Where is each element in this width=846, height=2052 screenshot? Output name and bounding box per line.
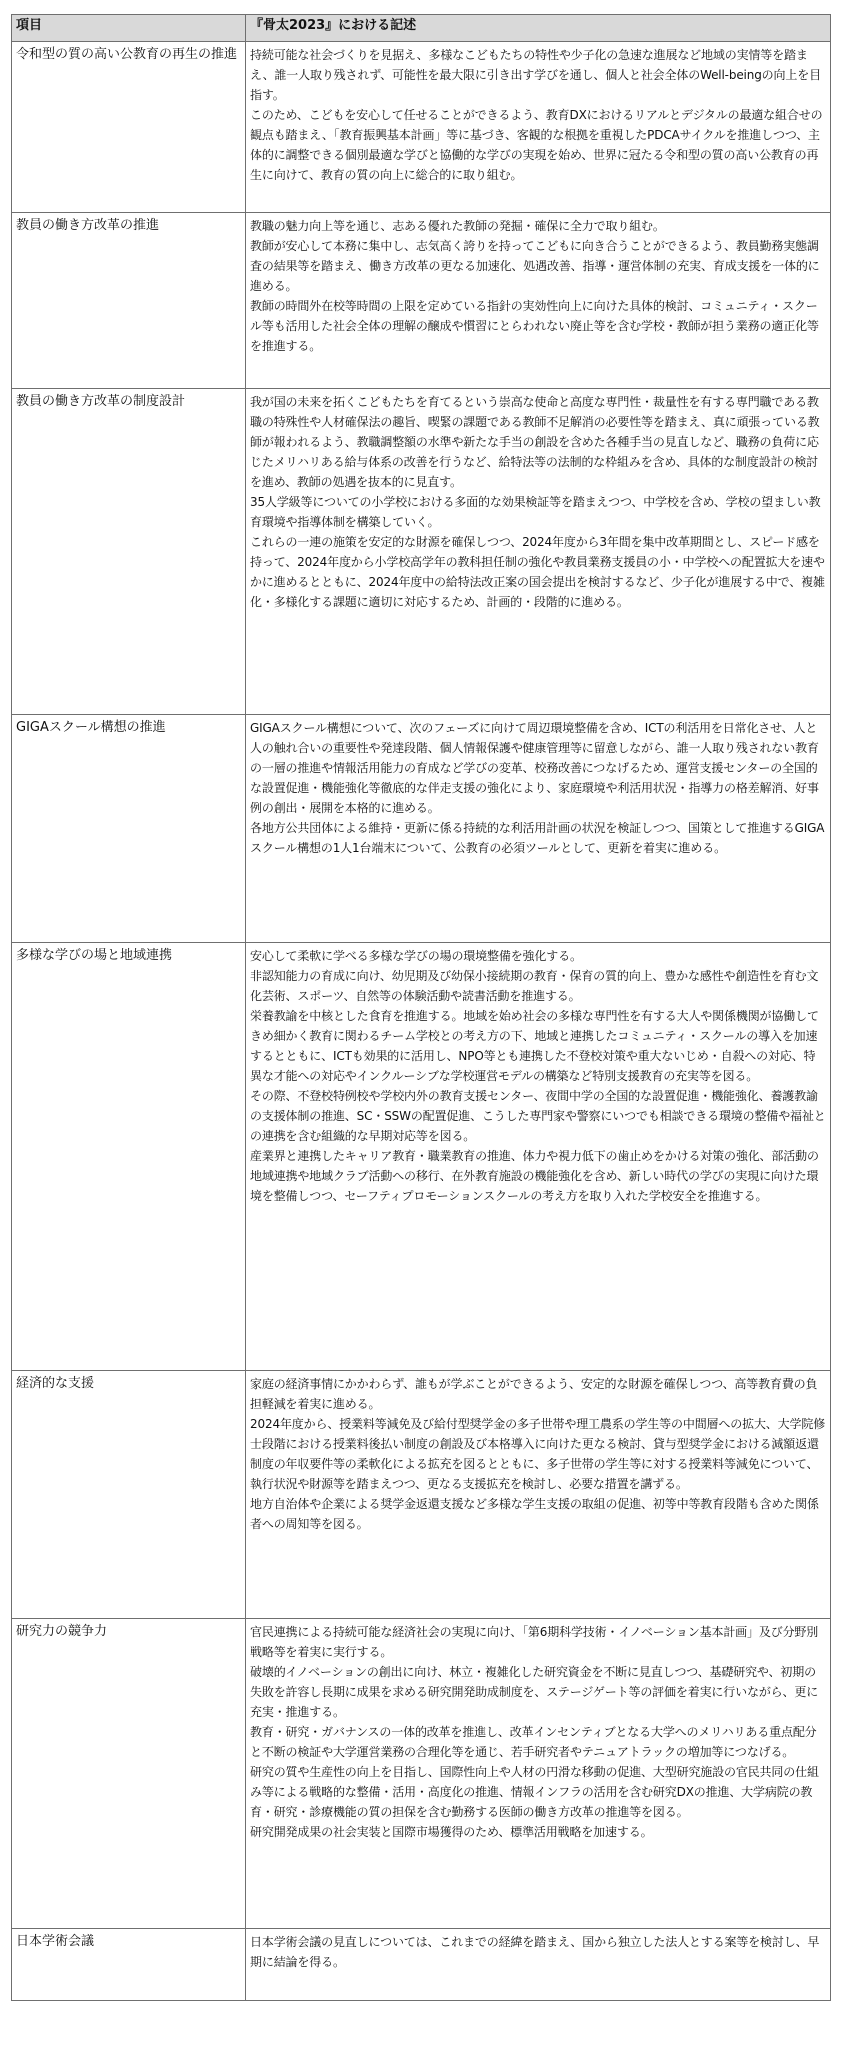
description-paragraph: 家庭の経済事情にかかわらず、誰もが学ぶことができるよう、安定的な財源を確保しつつ、高等教育費の負担軽減を着実に進める。 [250,1377,818,1411]
description-paragraph: 地方自治体や企業による奨学金返還支援など多様な学生支援の取組の促進、初等中等教育段階も含めた関係者への周知等を図る。 [250,1497,819,1531]
table-row [12,1929,831,2001]
description-paragraph: これらの一連の施策を安定的な財源を確保しつつ、2024年度から3年間を集中改革期間とし、スピード感を持って、2024年度から小学校高学年の教科担任制の強化や教員業務支援員の小・中学校への配置拡大を速やかに進めるとともに、2024年度中の給特法改正案の国会提出を検討するなど、少子化が進展する中で、複雑化・多様化する課題に適切に対応するため、計画的・段階的に進める。 [250,535,825,609]
description-paragraph: 教職の魅力向上等を通じ、志ある優れた教師の発掘・確保に全力で取り組む。 [250,219,665,233]
row-description [246,42,831,213]
table-row [12,42,831,213]
row-topic: 教員の働き方改革の推進 [12,213,246,389]
description-paragraph: 安心して柔軟に学べる多様な学びの場の環境整備を強化する。 [250,949,582,963]
description-paragraph: 破壊的イノベーションの創出に向け、林立・複雑化した研究資金を不断に見直しつつ、基礎研究や、初期の失敗を許容し長期に成果を求める研究開発助成制度を、ステージゲート等の評価を着実に行いながら、更に充実・推進する。 [250,1665,819,1719]
row-topic: 多様な学びの場と地域連携 [12,943,246,1371]
table-row [12,1619,831,1929]
description-paragraph: 非認知能力の育成に向け、幼児期及び幼保小接続期の教育・保育の質的向上、豊かな感性や創造性を育む文化芸術、スポーツ、自然等の体験活動や読書活動を推進する。 [250,969,819,1003]
table-header-row [12,15,831,42]
row-description [246,1371,831,1619]
row-description [246,1929,831,2001]
row-topic: 日本学術会議 [12,1929,246,2001]
row-description [246,213,831,389]
description-paragraph: 35人学級等についての小学校における多面的な効果検証等を踏まえつつ、中学校を含め、学校の望ましい教育環境や指導体制を構築していく。 [250,495,821,529]
description-paragraph: 教師の時間外在校等時間の上限を定めている指針の実効性向上に向けた具体的検討、コミュニティ・スクール等も活用した社会全体の理解の醸成や慣習にとらわれない廃止等を含む学校・教師が担う業務の適正化等を推進する。 [250,299,819,353]
row-description [246,943,831,1371]
description-paragraph: 官民連携による持続可能な経済社会の実現に向け、「第6期科学技術・イノベーション基本計画」及び分野別戦略等を着実に実行する。 [250,1625,819,1659]
row-topic: 令和型の質の高い公教育の再生の推進 [12,42,246,213]
description-paragraph: GIGAスクール構想について、次のフェーズに向けて周辺環境整備を含め、ICTの利活用を日常化させ、人と人の触れ合いの重要性や発達段階、個人情報保護や健康管理等に留意しながら、誰一人取り残されない教育の一層の推進や情報活用能力の育成など学びの変革、校務改善につなげるため、運営支援センターの全国的な設置促進・機能強化等徹底的な伴走支援の強化により、家庭環境や利活用状況・指導力の格差解消、好事例の創出・展開を本格的に進める。 [250,721,819,815]
description-paragraph: 2024年度から、授業料等減免及び給付型奨学金の多子世帯や理工農系の学生等の中間層への拡大、大学院修士段階における授業料後払い制度の創設及び本格導入に向けた更なる検討、貸与型奨学金における減額返還制度の年収要件等の柔軟化による拡充を図るとともに、多子世帯の学生等に対する授業料等減免について、執行状況や財源等を踏まえつつ、更なる支援拡充を検討し、必要な措置を講ずる。 [250,1417,826,1491]
table-row [12,213,831,389]
row-description [246,715,831,943]
row-topic: 教員の働き方改革の制度設計 [12,389,246,715]
header-description: 『骨太2023』における記述 [246,15,831,42]
table-row [12,389,831,715]
description-paragraph: 各地方公共団体による維持・更新に係る持続的な利活用計画の状況を検証しつつ、国策として推進するGIGAスクール構想の1人1台端末について、公教育の必須ツールとして、更新を着実に進める。 [250,821,825,855]
description-paragraph: 栄養教諭を中核とした食育を推進する。地域を始め社会の多様な専門性を有する大人や関係機関が協働してきめ細かく教育に関わるチーム学校との考え方の下、地域と連携したコミュニティ・スクールの導入を加速するとともに、ICTも効果的に活用し、NPO等とも連携した不登校対策や重大ないじめ・自殺への対応、特異な才能への対応やインクルーシブな学校運営モデルの構築など特別支援教育の充実等を図る。 [250,1009,819,1083]
description-paragraph: その際、不登校特例校や学校内外の教育支援センター、夜間中学の全国的な設置促進・機能強化、養護教諭の支援体制の推進、SC・SSWの配置促進、こうした専門家や警察にいつでも相談できる環境の整備や福祉との連携を含む組織的な早期対応等を図る。 [250,1089,826,1143]
row-description [246,389,831,715]
row-description [246,1619,831,1929]
row-topic: GIGAスクール構想の推進 [12,715,246,943]
description-paragraph: このため、こどもを安心して任せることができるよう、教育DXにおけるリアルとデジタルの最適な組合せの観点も踏まえ、「教育振興基本計画」等に基づき、客観的な根拠を重視したPDCAサイクルを推進しつつ、主体的に調整できる個別最適な学びと協働的な学びの実現を始め、世界に冠たる令和型の質の高い公教育の再生に向けて、教育の質の向上に総合的に取り組む。 [250,108,823,182]
document-page [11,14,830,2001]
row-topic: 研究力の競争力 [12,1619,246,1929]
description-paragraph: 持続可能な社会づくりを見据え、多様なこどもたちの特性や少子化の急速な進展など地域の実情等を踏まえ、誰一人取り残されず、可能性を最大限に引き出す学びを通し、個人と社会全体のWell-beingの向上を目指す。 [250,48,821,102]
table-row [12,715,831,943]
description-paragraph: 研究の質や生産性の向上を目指し、国際性向上や人材の円滑な移動の促進、大型研究施設の官民共同の仕組み等による戦略的な整備・活用・高度化の推進、情報インフラの活用を含む研究DXの推進、大学病院の教育・研究・診療機能の質の担保を含む勤務する医師の働き方改革の推進等を図る。 [250,1765,819,1819]
description-paragraph: 我が国の未来を拓くこどもたちを育てるという崇高な使命と高度な専門性・裁量性を有する専門職である教職の特殊性や人材確保法の趣旨、喫緊の課題である教師不足解消の必要性等を踏まえ、真に頑張っている教師が報われるよう、教職調整額の水準や新たな手当の創設を含めた各種手当の見直しなど、職務の負荷に応じたメリハリある給与体系の改善を行うなど、給特法等の法制的な枠組みを含め、具体的な制度設計の検討を進め、教師の処遇を抜本的に見直す。 [250,395,820,489]
description-paragraph: 日本学術会議の見直しについては、これまでの経緯を踏まえ、国から独立した法人とする案等を検討し、早期に結論を得る。 [250,1935,820,1969]
table-row [12,1371,831,1619]
table-row [12,943,831,1371]
policy-table [11,14,831,2001]
description-paragraph: 教育・研究・ガバナンスの一体的改革を推進し、改革インセンティブとなる大学へのメリハリある重点配分と不断の検証や大学運営業務の合理化等を通じ、若手研究者やテニュアトラックの増加等につなげる。 [250,1725,817,1759]
description-paragraph: 教師が安心して本務に集中し、志気高く誇りを持ってこどもに向き合うことができるよう、教員勤務実態調査の結果等を踏まえ、働き方改革の更なる加速化、処遇改善、指導・運営体制の充実、育成支援を一体的に進める。 [250,239,820,293]
header-item: 項目 [12,15,246,42]
description-paragraph: 研究開発成果の社会実装と国際市場獲得のため、標準活用戦略を加速する。 [250,1825,653,1839]
description-paragraph: 産業界と連携したキャリア教育・職業教育の推進、体力や視力低下の歯止めをかける対策の強化、部活動の地域連携や地域クラブ活動への移行、在外教育施設の機能強化を含め、新しい時代の学びの実現に向けた環境を整備しつつ、セーフティプロモーションスクールの考え方を取り入れた学校安全を推進する。 [250,1149,819,1203]
row-topic: 経済的な支援 [12,1371,246,1619]
